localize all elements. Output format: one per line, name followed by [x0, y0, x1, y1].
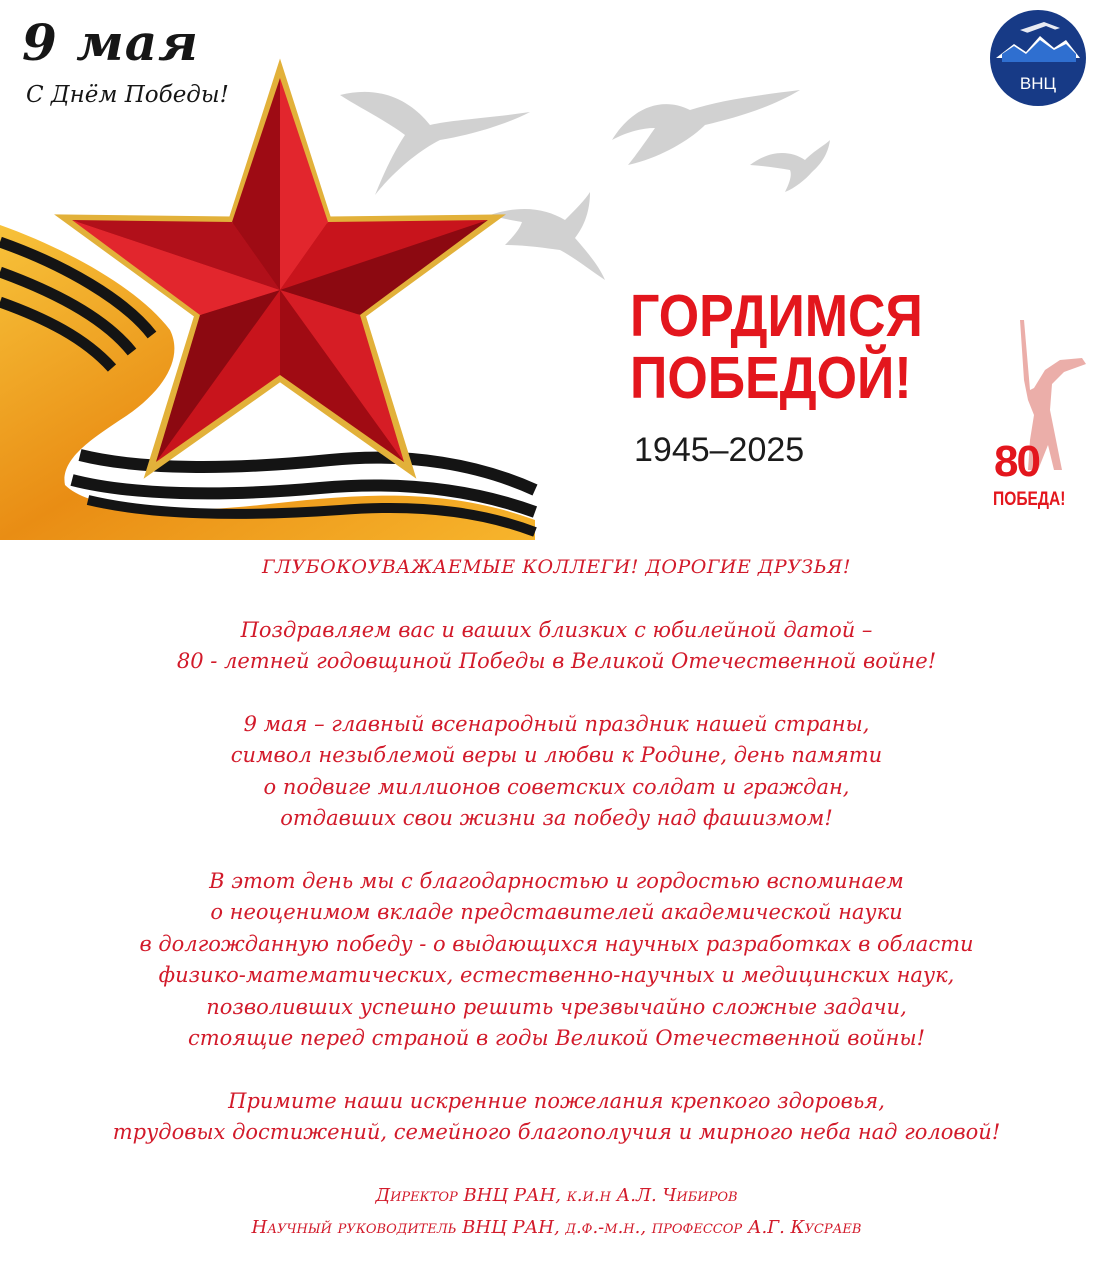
text-line: физико-математических, естественно-научных и медицинских наук, [158, 963, 955, 987]
signature-scientific-head: Научный руководитель ВНЦ РАН, д.ф.-м.н., профессор А.Г. Кусраев [251, 1216, 862, 1238]
text-line: 80 - летней годовщиной Победы в Великой Отечественной войне! [176, 649, 937, 673]
text-line: Примите наши искренние пожелания крепкого здоровья, [228, 1088, 885, 1113]
paragraph-wishes [0, 1086, 1113, 1149]
letter-greeting: ГЛУБОКОУВАЖАЕМЫЕ КОЛЛЕГИ! ДОРОГИЕ ДРУЗЬЯ! [262, 556, 851, 578]
date-title: 9 мая [22, 13, 199, 72]
greeting-letter [0, 552, 1113, 1244]
badge-word: ПОБЕДА! [993, 489, 1066, 510]
slogan-line-2: ПОБЕДОЙ! [630, 345, 912, 411]
text-line: отдавших свои жизни за победу над фашизмом! [280, 806, 833, 830]
slogan-line-1: ГОРДИМСЯ [630, 283, 923, 349]
text-line: стоящие перед страной в годы Великой Отечественной войны! [187, 1026, 926, 1050]
hero-banner [0, 0, 1113, 540]
text-line: В этот день мы с благодарностью и гордостью вспоминаем [209, 868, 904, 893]
vnc-logo-label: ВНЦ [1019, 74, 1057, 93]
years-range: 1945–2025 [634, 431, 805, 469]
text-line: символ незыблемой веры и любви к Родине, день памяти [230, 743, 883, 767]
decorative-artwork [0, 0, 1113, 540]
text-line: трудовых достижений, семейного благополучия и мирного неба над головой! [112, 1120, 1001, 1144]
text-line: о неоценимом вкладе представителей академической науки [210, 900, 903, 924]
paragraph-congratulation [0, 615, 1113, 678]
badge-number: 80 [994, 437, 1039, 486]
signature-director: Директор ВНЦ РАН, к.и.н А.Л. Чибиров [375, 1184, 738, 1206]
date-subtitle: С Днём Победы! [26, 82, 229, 108]
paragraph-science [0, 866, 1113, 1055]
text-line: позволивших успешно решить чрезвычайно сложные задачи, [206, 994, 907, 1019]
text-line: в долгожданную победу - о выдающихся научных разработках в области [139, 931, 974, 956]
hero-slogan [630, 285, 923, 409]
text-line: 9 мая – главный всенародный праздник нашей страны, [243, 711, 870, 736]
signatures [0, 1180, 1113, 1244]
text-line: о подвиге миллионов советских солдат и граждан, [263, 774, 850, 799]
paragraph-holiday [0, 709, 1113, 835]
text-line: Поздравляем вас и ваших близких с юбилейной датой – [240, 617, 873, 642]
